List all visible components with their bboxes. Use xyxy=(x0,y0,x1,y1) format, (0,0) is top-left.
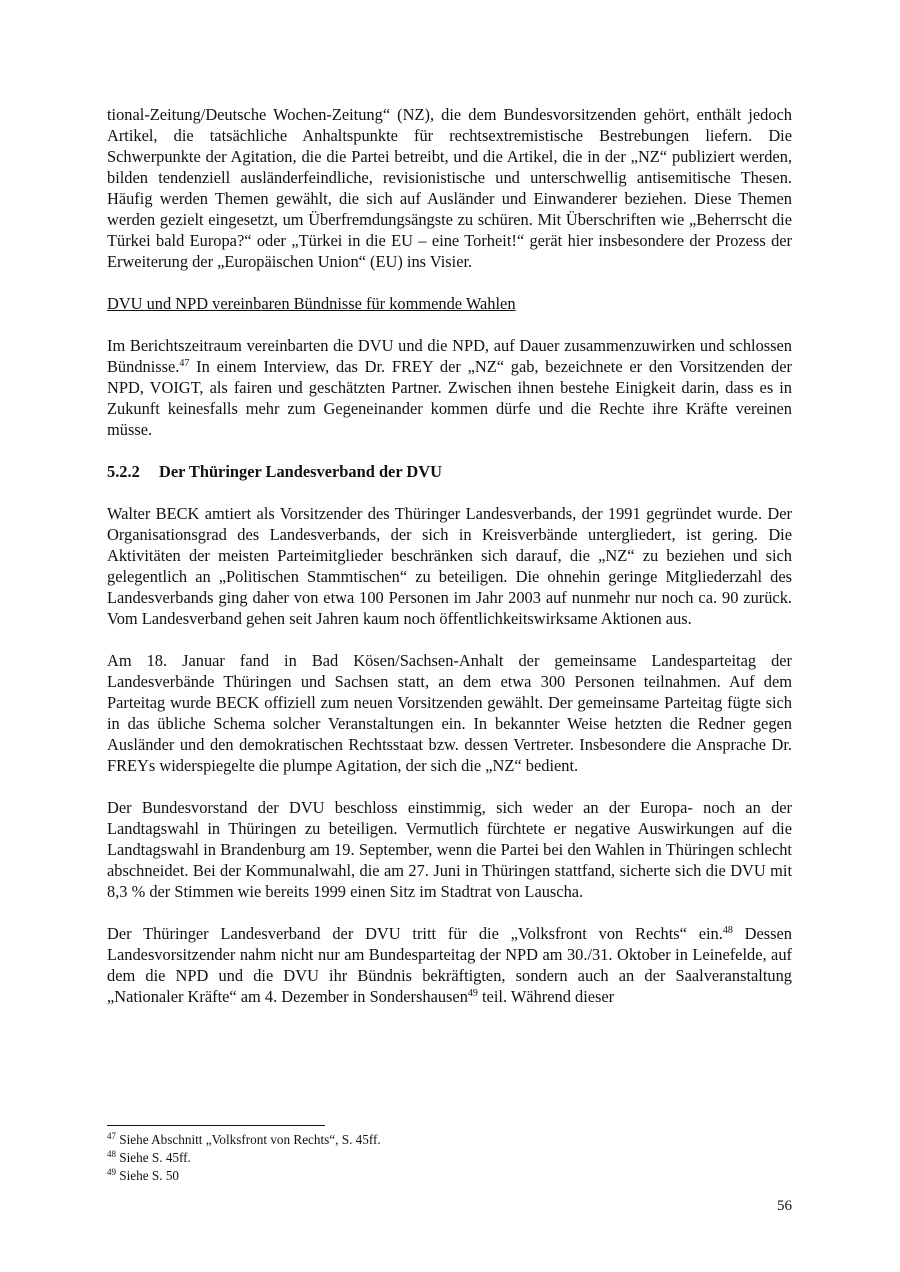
paragraph-landesparteitag: Am 18. Januar fand in Bad Kösen/Sachsen-Anhalt der gemeinsame Landesparteitag der Landesverbände Thüringen und Sachsen statt, an dem etwa 300 Personen teilnahmen. Auf dem Parteitag wurde BECK offiziell zum neuen Vorsitzenden gewählt. Der gemeinsame Parteitag fügte sich in das übliche Schema solcher Veranstaltungen ein. In bekannter Weise hetzten die Redner gegen Ausländer und den demokratischen Rechtsstaat bzw. dessen Vertreter. Insbesondere die Ansprache Dr. FREYs widerspiegelte die plumpe Agitation, der sich die „NZ“ bedient. xyxy=(107,651,792,775)
paragraph-nz-agitation: tional-Zeitung/Deutsche Wochen-Zeitung“ (NZ), die dem Bundesvorsitzenden gehört, enthält jedoch Artikel, die tatsächliche Anhaltspunkte für rechtsextremistische Bestrebungen liefern. Die Schwerpunkte der Agitation, die die Partei betreibt, und die Artikel, die in der „NZ“ publiziert werden, bilden tendenziell ausländerfeindliche, revisionistische und unterschwellig antisemitische Thesen. Häufig werden Themen gewählt, die sich auf Ausländer und Einwanderer beziehen. Diese Themen werden gezielt eingesetzt, um Überfremdungsängste zu schüren. Mit Überschriften wie „Beherrscht die Türkei bald Europa?“ oder „Türkei in die EU – eine Torheit!“ gerät hier insbesondere der Prozess der Erweiterung der „Europäischen Union“ (EU) ins Visier. xyxy=(107,105,792,271)
footnote-48 xyxy=(107,1149,792,1167)
paragraph-text: teil. Während dieser xyxy=(477,987,615,1006)
paragraph-dvu-npd-alliance xyxy=(107,335,792,440)
page-body xyxy=(107,104,792,1007)
footnote-ref-47: 47 xyxy=(179,358,190,369)
footnote-ref-48: 48 xyxy=(722,925,733,936)
paragraph-text: Dessen Landesvorsitzender nahm nicht nur am Bundesparteitag der NPD am 30./31. Oktober in Leinefelde, auf dem die NPD und die DVU ihr Bündnis bekräftigten, sondern auch an der Saalveranstaltung „Nationaler Kräfte“ am 4. Dezember in Sondershausen xyxy=(107,924,793,1006)
footnote-divider xyxy=(107,1125,325,1126)
paragraph-landesverband: Walter BECK amtiert als Vorsitzender des Thüringer Landesverbands, der 1991 gegründet wurde. Der Organisationsgrad des Landesverbands, der sich in Kreisverbände untergliedert, ist gering. Die Aktivitäten der meisten Parteimitglieder beschränken sich darauf, die „NZ“ zu beziehen und sich gelegentlich an „Politischen Stammtischen“ zu beteiligen. Die ohnehin geringe Mitgliederzahl des Landesverbands ging daher von etwa 100 Personen im Jahr 2003 auf nunmehr nur noch ca. 90 zurück. Vom Landesverband gehen seit Jahren kaum noch öffentlichkeitswirksame Aktionen aus. xyxy=(107,504,792,628)
footnote-text: Siehe S. 45ff. xyxy=(116,1150,191,1165)
footnote-49 xyxy=(107,1167,792,1185)
paragraph-volksfront xyxy=(107,923,792,1007)
paragraph-wahlen: Der Bundesvorstand der DVU beschloss einstimmig, sich weder an der Europa- noch an der Landtagswahl in Thüringen zu beteiligen. Vermutlich fürchtete er negative Auswirkungen auf die Landtagswahl in Brandenburg am 19. September, wenn die Partei bei den Wahlen in Thüringen schlecht abschneidet. Bei der Kommunalwahl, die am 27. Juni in Thüringen stattfand, sicherte sich die DVU mit 8,3 % der Stimmen wie bereits 1999 einen Sitz im Stadtrat von Lauscha. xyxy=(107,798,792,901)
section-title: Der Thüringer Landesverband der DVU xyxy=(159,462,442,481)
footnote-ref-49: 49 xyxy=(467,988,478,999)
footnotes xyxy=(107,1131,792,1185)
footnote-number: 47 xyxy=(107,1131,116,1141)
footnote-text: Siehe Abschnitt „Volksfront von Rechts“, S. 45ff. xyxy=(116,1132,381,1147)
footnote-47 xyxy=(107,1131,792,1149)
footnote-text: Siehe S. 50 xyxy=(116,1168,180,1183)
footnote-number: 48 xyxy=(107,1149,116,1159)
section-number: 5.2.2 xyxy=(107,462,140,481)
footnote-number: 49 xyxy=(107,1167,116,1177)
paragraph-text: Im Berichtszeitraum vereinbarten die DVU und die NPD, auf Dauer zusammenzuwirken und schlossen Bündnisse. xyxy=(107,336,792,376)
paragraph-text: In einem Interview, das Dr. FREY der „NZ“ gab, bezeichnete er den Vorsitzenden der NPD, VOIGT, als fairen und geschätzten Partner. Zwischen ihnen bestehe Einigkeit darin, dass es in Zukunft keinesfalls mehr zum Gegeneinander kommen dürfe und die Rechte ihre Kräfte vereinen müsse. xyxy=(107,357,792,439)
page-number: 56 xyxy=(777,1198,792,1214)
subheading-dvu-npd-alliance: DVU und NPD vereinbaren Bündnisse für kommende Wahlen xyxy=(107,294,516,313)
paragraph-text: Der Thüringer Landesverband der DVU tritt für die „Volksfront von Rechts“ ein. xyxy=(107,924,723,943)
section-heading xyxy=(107,461,792,482)
